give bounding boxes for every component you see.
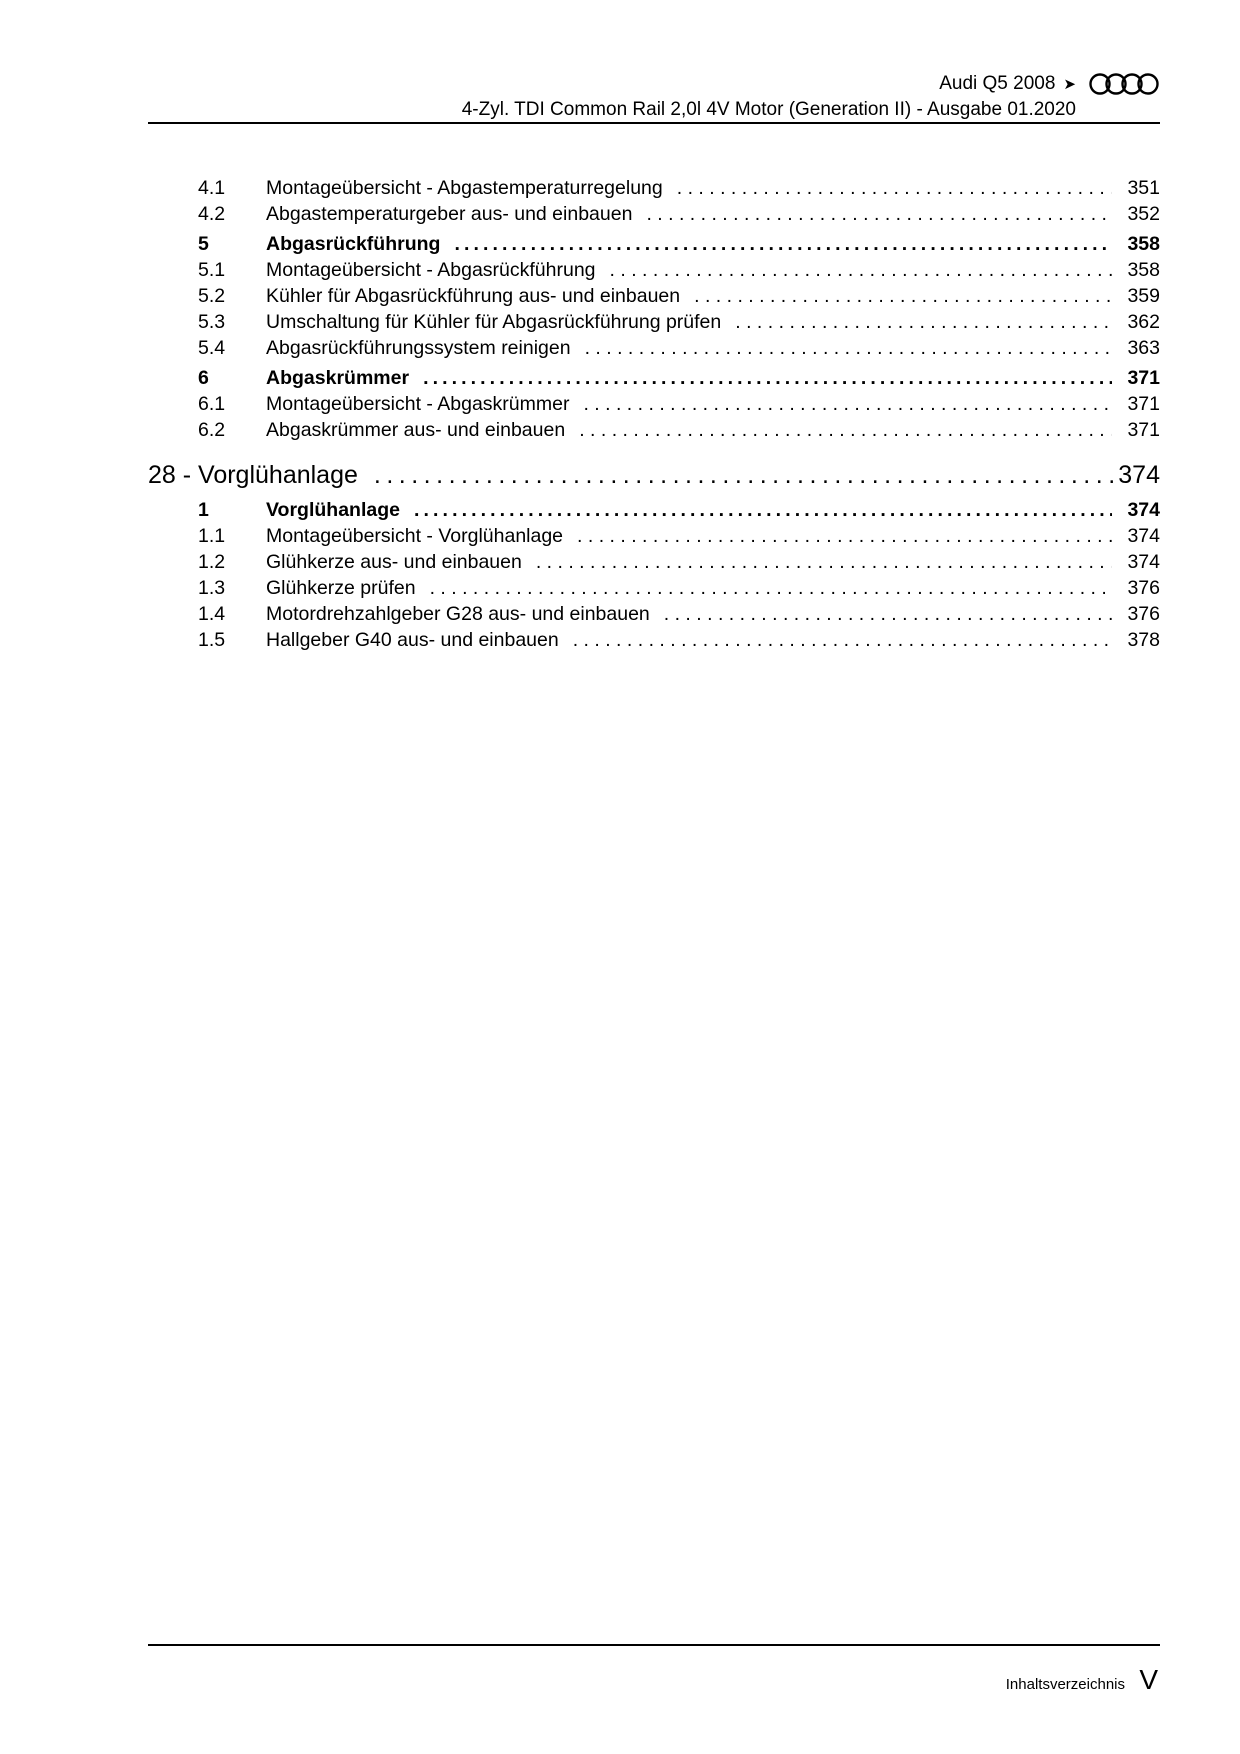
toc-entry-page: 359 — [1127, 285, 1160, 307]
toc-chapter-page: 374 — [1118, 461, 1160, 489]
toc-entry[interactable] — [148, 392, 1160, 416]
toc-entry[interactable] — [148, 602, 1160, 626]
footer-divider — [148, 1644, 1160, 1646]
toc-entry-number: 5.3 — [198, 311, 226, 333]
toc-entry-page: 371 — [1127, 393, 1160, 415]
toc-entry[interactable] — [148, 418, 1160, 442]
leader-dots — [536, 550, 1112, 574]
toc-entry-page: 374 — [1127, 525, 1160, 547]
toc-entry-page: 371 — [1127, 367, 1160, 389]
toc-entry[interactable] — [148, 310, 1160, 334]
toc-entry-title: Abgasrückführung — [266, 233, 441, 255]
leader-dots — [677, 176, 1112, 200]
leader-dots — [374, 460, 1114, 490]
toc-chapter-title: 28 - Vorglühanlage — [148, 461, 358, 489]
toc-entry-title: Abgaskrümmer — [266, 367, 410, 389]
leader-dots — [573, 628, 1112, 652]
leader-dots — [585, 336, 1112, 360]
toc-entry-title: Motordrehzahlgeber G28 aus- und einbauen — [266, 603, 650, 625]
toc-entry-title: Montageübersicht - Abgasrückführung — [266, 259, 596, 281]
header-subtitle: 4-Zyl. TDI Common Rail 2,0l 4V Motor (Generation II) - Ausgabe 01.2020 — [461, 99, 1076, 120]
toc-entry-page: 362 — [1127, 311, 1160, 333]
toc-entry-title: Glühkerze prüfen — [266, 577, 416, 599]
toc-entry-number: 1.3 — [198, 577, 226, 599]
toc-entry-page: 358 — [1127, 259, 1160, 281]
toc-entry-title: Abgastemperaturgeber aus- und einbauen — [266, 203, 633, 225]
toc-entry-title: Abgasrückführungssystem reinigen — [266, 337, 571, 359]
toc-entry[interactable] — [148, 202, 1160, 226]
toc-section-entry[interactable] — [148, 498, 1160, 522]
audi-rings-icon — [1088, 72, 1160, 96]
toc-entry-page: 376 — [1127, 577, 1160, 599]
toc-entry[interactable] — [148, 550, 1160, 574]
toc-entry-number: 6.2 — [198, 419, 226, 441]
toc-entry-title: Vorglühanlage — [266, 499, 400, 521]
toc-entry-page: 363 — [1127, 337, 1160, 359]
toc-entry-number: 5.2 — [198, 285, 226, 307]
toc-entry-title: Abgaskrümmer aus- und einbauen — [266, 419, 566, 441]
leader-dots — [430, 576, 1112, 600]
toc-entry-title: Montageübersicht - Abgaskrümmer — [266, 393, 570, 415]
toc-entry-number: 4.1 — [198, 177, 226, 199]
leader-dots — [579, 418, 1112, 442]
page-header — [148, 72, 1160, 124]
toc-entry[interactable] — [148, 176, 1160, 200]
toc-entry-number: 5.4 — [198, 337, 226, 359]
leader-dots — [423, 366, 1112, 390]
header-divider — [148, 122, 1160, 124]
toc-section-entry[interactable] — [148, 232, 1160, 256]
leader-dots — [577, 524, 1112, 548]
toc-entry-title: Glühkerze aus- und einbauen — [266, 551, 522, 573]
toc-entry-title: Umschaltung für Kühler für Abgasrückführung prüfen — [266, 311, 722, 333]
toc-entry-page: 376 — [1127, 603, 1160, 625]
toc-entry[interactable] — [148, 336, 1160, 360]
toc-entry[interactable] — [148, 524, 1160, 548]
leader-dots — [610, 258, 1112, 282]
toc-entry-number: 5.1 — [198, 259, 226, 281]
leader-dots — [454, 232, 1112, 256]
toc-entry-title: Montageübersicht - Abgastemperaturregelung — [266, 177, 663, 199]
header-model-line — [939, 72, 1160, 96]
toc-entry-page: 358 — [1127, 233, 1160, 255]
toc-entry-title: Hallgeber G40 aus- und einbauen — [266, 629, 559, 651]
arrow-icon: ➤ — [1063, 76, 1076, 93]
toc-entry-page: 374 — [1127, 499, 1160, 521]
toc-entry-number: 1.2 — [198, 551, 226, 573]
toc-entry-page: 371 — [1127, 419, 1160, 441]
toc-entry-title: Montageübersicht - Vorglühanlage — [266, 525, 564, 547]
footer-section-label: Inhaltsverzeichnis — [1005, 1676, 1125, 1693]
toc-section-entry[interactable] — [148, 366, 1160, 390]
header-model: Audi Q5 2008 — [939, 73, 1056, 94]
toc-entry-number: 6 — [198, 367, 209, 389]
leader-dots — [735, 310, 1112, 334]
toc-entry-number: 5 — [198, 233, 209, 255]
toc-entry-page: 378 — [1127, 629, 1160, 651]
footer-page-number: V — [1139, 1664, 1158, 1695]
toc-chapter-entry[interactable] — [148, 460, 1160, 490]
leader-dots — [583, 392, 1112, 416]
toc-entry[interactable] — [148, 284, 1160, 308]
toc-entry[interactable] — [148, 258, 1160, 282]
toc-entry[interactable] — [148, 628, 1160, 652]
toc-entry-page: 352 — [1127, 203, 1160, 225]
toc-entry-title: Kühler für Abgasrückführung aus- und einbauen — [266, 285, 681, 307]
leader-dots — [694, 284, 1112, 308]
toc-entry-number: 1 — [198, 499, 209, 521]
toc-entry-number: 6.1 — [198, 393, 226, 415]
leader-dots — [414, 498, 1112, 522]
leader-dots — [664, 602, 1112, 626]
toc-entry-number: 4.2 — [198, 203, 226, 225]
toc-entry-number: 1.4 — [198, 603, 226, 625]
toc-entry-page: 374 — [1127, 551, 1160, 573]
toc-entry-number: 1.1 — [198, 525, 226, 547]
toc-entry[interactable] — [148, 576, 1160, 600]
toc-entry-number: 1.5 — [198, 629, 226, 651]
leader-dots — [646, 202, 1112, 226]
toc-entry-page: 351 — [1127, 177, 1160, 199]
